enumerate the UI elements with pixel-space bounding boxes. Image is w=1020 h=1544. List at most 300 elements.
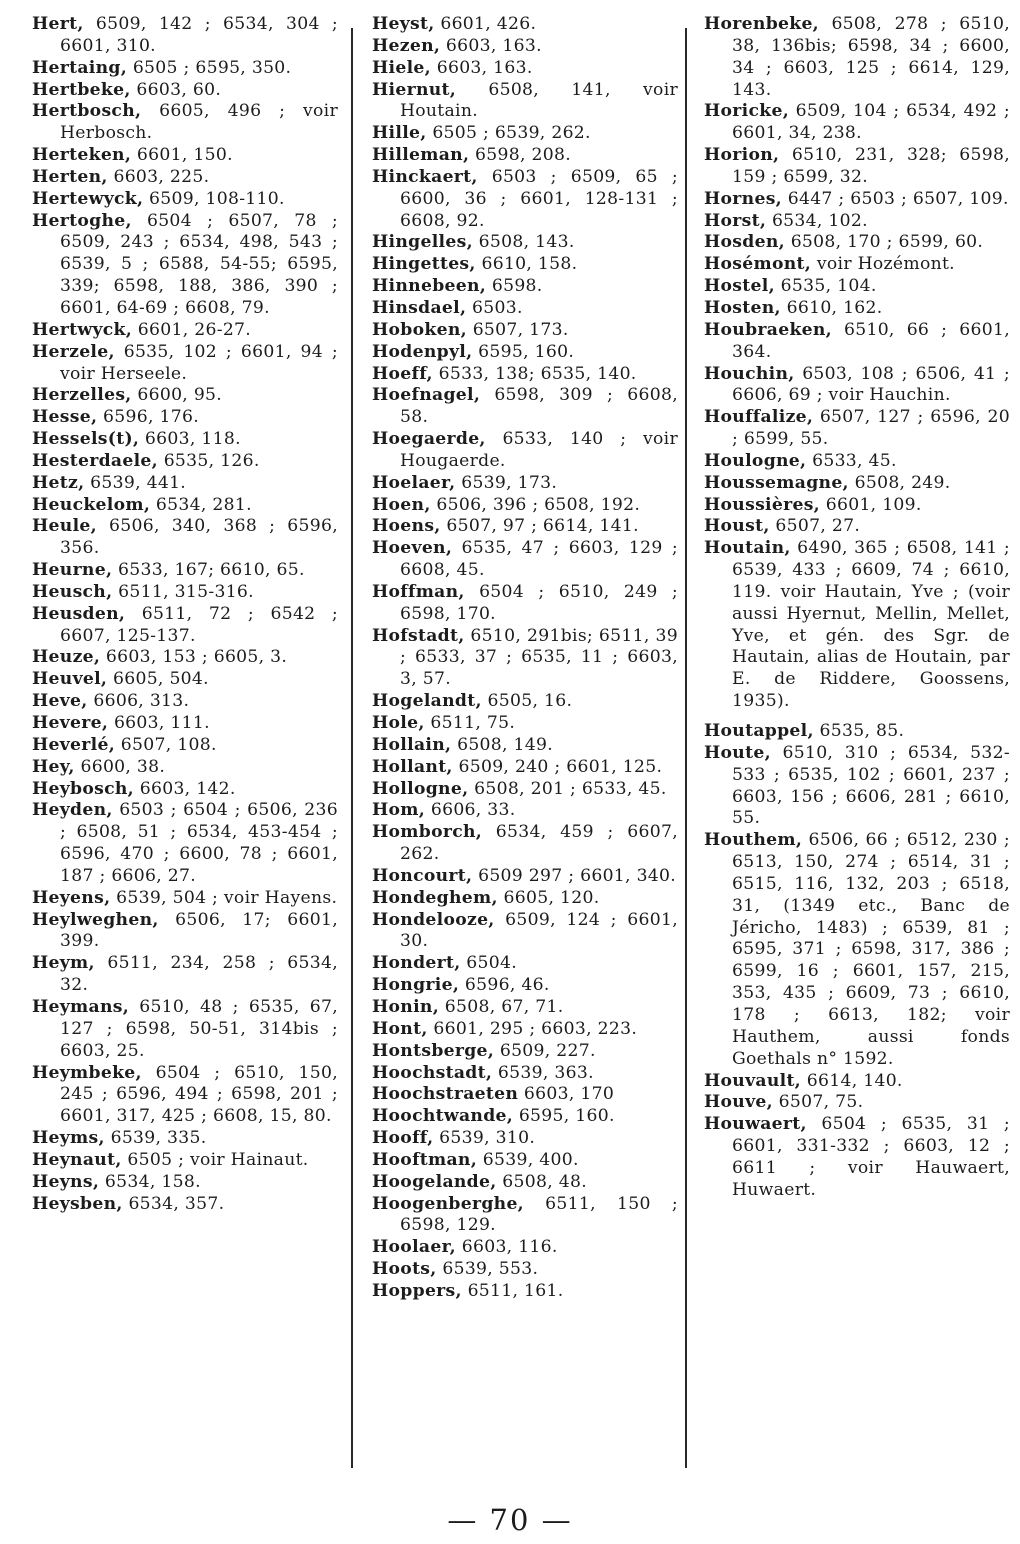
entry-refs: 6511, 150 ; 6598, 129. <box>400 1193 679 1236</box>
entry-refs: 6595, 160. <box>478 341 575 362</box>
index-entry <box>372 866 678 888</box>
index-entry <box>372 1172 678 1194</box>
entry-refs: 6534, 357. <box>128 1193 225 1214</box>
entry-refs: 6505 ; 6539, 262. <box>432 123 591 144</box>
entry-name: Houte, <box>704 742 771 763</box>
index-entry <box>372 1063 678 1085</box>
entry-name: Heusch, <box>32 581 113 602</box>
entry-name: Heymans, <box>32 996 130 1017</box>
entry-name: Heuvel, <box>32 669 108 690</box>
entry-name: Hert, <box>32 14 84 34</box>
entry-refs: 6603, 163. <box>436 57 533 78</box>
entry-refs: 6511, 75. <box>430 713 516 733</box>
entry-refs: 6596, 176. <box>103 407 199 428</box>
entry-name: Hollain, <box>372 734 452 755</box>
entry-name: Honcourt, <box>372 865 473 886</box>
entry-name: Heve, <box>32 691 88 712</box>
entry-name: Hogelandt, <box>372 691 482 712</box>
entry-refs: 6605, 504. <box>112 669 209 690</box>
entry-refs: 6539, 400. <box>482 1149 579 1170</box>
index-entry <box>372 1259 678 1281</box>
entry-name: Hoppers, <box>372 1280 462 1301</box>
index-entry <box>372 626 678 692</box>
entry-name: Hoegaerde, <box>372 429 486 450</box>
entry-name: Hertewyck, <box>32 188 144 209</box>
entry-name: Hoen, <box>372 494 431 515</box>
index-entry <box>704 516 1010 538</box>
index-entry <box>372 429 678 473</box>
entry-refs: 6598, 309 ; 6608, 58. <box>400 385 679 428</box>
entry-refs: 6508, 141, voir Houtain. <box>400 79 679 122</box>
entry-name: Hofstadt, <box>372 625 465 646</box>
index-entry <box>32 1128 338 1150</box>
entry-name: Heule, <box>32 516 97 537</box>
index-entry <box>372 232 678 254</box>
entry-name: Heyns, <box>32 1171 100 1192</box>
entry-refs: 6509, 124 ; 6601, 30. <box>400 909 679 952</box>
index-entry <box>32 342 338 386</box>
entry-name: Hinnebeen, <box>372 276 487 297</box>
index-entry <box>372 1194 678 1238</box>
index-entry <box>32 167 338 189</box>
index-entry <box>704 254 1010 276</box>
entry-name: Hoots, <box>372 1259 437 1280</box>
entry-refs: 6503, 108 ; 6506, 41 ; 6606, 69 ; voir Hauchin. <box>732 363 1010 406</box>
entry-name: Herteken, <box>32 145 132 166</box>
entry-name: Hertbosch, <box>32 101 142 122</box>
entry-refs: 6603, 163. <box>445 35 542 56</box>
index-entry <box>372 888 678 910</box>
entry-name: Hondert, <box>372 953 461 974</box>
entry-refs: 6605, 496 ; voir Herbosch. <box>60 101 338 144</box>
entry-name: Hont, <box>372 1018 428 1039</box>
entry-refs: 6539, 310. <box>439 1128 536 1149</box>
index-entry <box>704 495 1010 517</box>
entry-refs: 6508, 278 ; 6510, 38, 136bis; 6598, 34 ; 6600, 34 ; 6603, 125 ; 6614, 129, 143. <box>732 14 1010 100</box>
entry-name: Hoogelande, <box>372 1171 497 1192</box>
index-entry <box>704 473 1010 495</box>
entry-refs: 6533, 140 ; voir Hougaerde. <box>400 429 678 471</box>
index-entry <box>32 1063 338 1129</box>
entry-name: Hingelles, <box>372 232 473 253</box>
index-entry <box>704 451 1010 473</box>
entry-name: Heyst, <box>372 14 435 34</box>
entry-name: Hoens, <box>372 516 441 537</box>
index-entry <box>372 473 678 495</box>
entry-refs: 6508, 149. <box>457 734 554 755</box>
entry-refs: 6534, 459 ; 6607, 262. <box>400 822 679 865</box>
entry-refs: 6596, 46. <box>464 975 550 996</box>
entry-refs: 6539, 441. <box>90 472 187 493</box>
index-entry <box>32 473 338 495</box>
entry-name: Hingettes, <box>372 254 476 275</box>
entry-refs: 6507, 108. <box>120 734 217 755</box>
entry-refs: 6603, 60. <box>136 79 222 100</box>
entry-name: Houchin, <box>704 363 795 384</box>
index-entry <box>372 910 678 954</box>
entry-name: Hetz, <box>32 472 85 493</box>
entry-name: Houssemagne, <box>704 472 849 493</box>
index-entry <box>372 582 678 626</box>
entry-name: Hoeff, <box>372 363 433 384</box>
entry-name: Heybosch, <box>32 778 134 799</box>
entry-refs: 6539, 173. <box>461 472 558 493</box>
entry-name: Hoogenberghe, <box>372 1193 524 1214</box>
entry-name: Heurne, <box>32 560 113 581</box>
entry-refs: 6503 ; 6509, 65 ; 6600, 36 ; 6601, 128-131 ; 6608, 92. <box>400 166 678 231</box>
entry-refs: 6509 297 ; 6601, 340. <box>478 865 677 886</box>
index-entry <box>704 538 1010 713</box>
entry-name: Herzelles, <box>32 385 132 406</box>
index-entry <box>704 830 1010 1070</box>
entry-name: Hoochstadt, <box>372 1062 493 1083</box>
index-entry <box>32 320 338 342</box>
entry-name: Houthem, <box>704 830 803 851</box>
entry-refs: 6447 ; 6503 ; 6507, 109. <box>787 188 1009 209</box>
index-entry <box>372 1106 678 1128</box>
entry-refs: 6509, 227. <box>499 1040 596 1061</box>
index-entry <box>372 1281 678 1303</box>
entry-refs: 6511, 315-316. <box>118 581 254 602</box>
index-entry <box>372 1237 678 1259</box>
entry-refs: 6508, 67, 71. <box>444 996 564 1017</box>
entry-refs: 6535, 47 ; 6603, 129 ; 6608, 45. <box>400 538 678 581</box>
entry-name: Hodenpyl, <box>372 341 473 362</box>
entry-name: Hevere, <box>32 713 109 733</box>
entry-name: Horion, <box>704 145 780 166</box>
entry-name: Houssières, <box>704 494 820 515</box>
index-entry <box>704 320 1010 364</box>
entry-refs: 6598. <box>491 276 543 297</box>
page-number: — 70 — <box>447 1503 573 1537</box>
entry-name: Hoelaer, <box>372 472 456 493</box>
entry-name: Hoffman, <box>372 581 465 602</box>
index-entry <box>372 14 678 36</box>
entry-refs: 6509, 104 ; 6534, 492 ; 6601, 34, 238. <box>732 101 1010 144</box>
index-entry <box>372 1084 678 1106</box>
index-entry <box>704 145 1010 189</box>
entry-refs: 6539, 553. <box>442 1259 539 1280</box>
index-entry <box>32 888 338 910</box>
entry-name: Hoolaer, <box>372 1237 456 1258</box>
entry-name: Hezen, <box>372 35 441 56</box>
entry-refs: 6507, 127 ; 6596, 20 ; 6599, 55. <box>732 407 1011 450</box>
entry-refs: 6595, 160. <box>518 1106 615 1127</box>
entry-name: Hertbeke, <box>32 79 131 100</box>
index-entry <box>32 145 338 167</box>
entry-name: Hollant, <box>372 756 453 777</box>
column-divider <box>351 28 353 1468</box>
index-entry <box>372 1041 678 1063</box>
entry-name: Hom, <box>372 800 426 821</box>
entry-name: Hondeghem, <box>372 887 498 908</box>
entry-refs: 6511, 234, 258 ; 6534, 32. <box>60 953 338 996</box>
index-entry <box>32 1150 338 1172</box>
entry-name: Herzele, <box>32 341 115 362</box>
entry-refs: 6510, 291bis; 6511, 39 ; 6533, 37 ; 6535, 11 ; 6603, 3, 57. <box>400 625 679 690</box>
entry-refs: 6509, 108-110. <box>149 188 285 209</box>
index-entry <box>704 364 1010 408</box>
entry-name: Heyden, <box>32 800 113 821</box>
entry-name: Hey, <box>32 756 75 777</box>
entry-name: Hertwyck, <box>32 319 133 340</box>
entry-refs: 6535, 126. <box>163 450 260 471</box>
index-entry <box>704 1092 1010 1114</box>
entry-refs: 6510, 310 ; 6534, 532-533 ; 6535, 102 ; 6601, 237 ; 6603, 156 ; 6606, 281 ; 6610, 55. <box>732 742 1010 829</box>
entry-name: Houst, <box>704 516 770 537</box>
entry-refs: 6539, 335. <box>110 1128 207 1149</box>
entry-refs: 6534, 158. <box>104 1171 201 1192</box>
entry-refs: 6535, 102 ; 6601, 94 ; voir Herseele. <box>60 341 339 384</box>
entry-refs: 6504 ; 6510, 150, 245 ; 6596, 494 ; 6598, 201 ; 6601, 317, 425 ; 6608, 15, 80. <box>60 1062 339 1127</box>
index-entry <box>32 997 338 1063</box>
index-entry <box>372 800 678 822</box>
entry-name: Heymbeke, <box>32 1062 142 1083</box>
index-entry <box>372 58 678 80</box>
entry-refs: 6508, 201 ; 6533, 45. <box>474 778 667 799</box>
index-entry <box>704 211 1010 233</box>
entry-refs: 6539, 363. <box>497 1062 594 1083</box>
entry-refs: 6533, 138; 6535, 140. <box>438 363 637 384</box>
entry-refs: 6601, 109. <box>825 494 922 515</box>
entry-name: Hesterdaele, <box>32 450 158 471</box>
entry-name: Hoochtwande, <box>372 1106 514 1127</box>
index-entry <box>704 276 1010 298</box>
entry-refs: 6508, 249. <box>854 472 951 493</box>
entry-refs: 6505 ; voir Hainaut. <box>127 1149 309 1170</box>
entry-refs: 6504. <box>466 953 518 974</box>
entry-name: Honin, <box>372 996 440 1017</box>
entry-name: Heylweghen, <box>32 909 159 930</box>
entry-refs: 6506, 17; 6601, 399. <box>60 909 339 952</box>
index-entry <box>372 1019 678 1041</box>
entry-refs: 6504 ; 6507, 78 ; 6509, 243 ; 6534, 498, 543 ; 6539, 5 ; 6588, 54-55; 6595, 339; 6598, 188, 386, 390 ; 6601, 64-69 ; 6608, 79. <box>60 210 338 318</box>
entry-refs: 6506, 396 ; 6508, 192. <box>436 494 641 515</box>
index-entry <box>372 276 678 298</box>
entry-refs: 6490, 365 ; 6508, 141 ; 6539, 433 ; 6609, 74 ; 6610, 119. voir Hautain, Yve ; (voir aussi Hyernut, Mellin, Mellet, Yve, et gén. des Sgr. de Hautain, alias de Houtain, par E. de Riddere, Goossens, 1935). <box>732 538 1010 712</box>
entry-refs: 6610, 158. <box>481 254 578 275</box>
index-entry <box>372 320 678 342</box>
entry-refs: 6534, 281. <box>155 494 252 515</box>
entry-name: Hosden, <box>704 232 785 253</box>
index-entry <box>32 58 338 80</box>
index-entry <box>32 757 338 779</box>
entry-name: Hole, <box>372 713 425 733</box>
entry-name: Hertoghe, <box>32 210 132 231</box>
entry-name: Hornes, <box>704 188 782 209</box>
entry-refs: 6508, 143. <box>478 232 575 253</box>
index-entry <box>704 14 1010 101</box>
entry-name: Hessels(t), <box>32 429 140 450</box>
index-entry <box>32 560 338 582</box>
entry-refs: 6507, 173. <box>472 319 569 340</box>
entry-refs: 6505 ; 6595, 350. <box>132 57 292 78</box>
index-entry <box>32 910 338 954</box>
index-entry <box>372 822 678 866</box>
index-entry <box>372 1128 678 1150</box>
entry-name: Hooff, <box>372 1128 434 1149</box>
entry-name: Hertaing, <box>32 57 128 78</box>
index-entry <box>704 743 1010 830</box>
index-entry <box>372 997 678 1019</box>
entry-refs: 6605, 120. <box>503 887 600 908</box>
index-entry <box>32 1172 338 1194</box>
entry-name: Houbraeken, <box>704 319 832 340</box>
index-entry <box>32 189 338 211</box>
entry-refs: 6510, 66 ; 6601, 364. <box>732 319 1010 362</box>
entry-name: Hoefnagel, <box>372 385 481 406</box>
entry-refs: 6503 ; 6504 ; 6506, 236 ; 6508, 51 ; 6534, 453-454 ; 6596, 470 ; 6600, 78 ; 6601, 187 ; 6606, 27. <box>60 800 339 886</box>
index-entry <box>32 80 338 102</box>
entry-refs: 6507, 75. <box>778 1092 864 1113</box>
entry-refs: 6600, 38. <box>80 756 166 777</box>
entry-name: Hontsberge, <box>372 1040 495 1061</box>
index-column-1 <box>32 14 338 1215</box>
entry-name: Heyms, <box>32 1128 105 1149</box>
entry-refs: 6603, 170 <box>523 1084 615 1105</box>
index-entry <box>372 123 678 145</box>
index-entry <box>32 101 338 145</box>
index-column-3 <box>704 14 1010 1202</box>
entry-name: Hollogne, <box>372 778 469 799</box>
entry-refs: 6509, 240 ; 6601, 125. <box>458 756 663 777</box>
index-entry <box>32 14 338 58</box>
index-entry <box>704 1114 1010 1201</box>
entry-name: Heym, <box>32 953 95 974</box>
index-entry <box>372 167 678 233</box>
entry-refs: 6535, 85. <box>819 721 905 741</box>
index-entry <box>32 451 338 473</box>
entry-refs: 6505, 16. <box>487 691 573 712</box>
index-entry <box>32 211 338 320</box>
index-entry <box>704 189 1010 211</box>
entry-name: Hille, <box>372 123 427 144</box>
entry-name: Horenbeke, <box>704 14 819 34</box>
entry-name: Heyens, <box>32 887 111 908</box>
index-entry <box>372 1150 678 1172</box>
index-entry <box>372 145 678 167</box>
index-entry <box>32 713 338 735</box>
index-entry <box>32 800 338 887</box>
entry-refs: 6509, 142 ; 6534, 304 ; 6601, 310. <box>60 14 339 56</box>
index-entry <box>372 713 678 735</box>
index-entry <box>372 735 678 757</box>
index-entry <box>372 254 678 276</box>
entry-refs: 6511, 72 ; 6542 ; 6607, 125-137. <box>60 603 339 646</box>
entry-name: Hosten, <box>704 297 781 318</box>
entry-name: Hilleman, <box>372 145 470 166</box>
index-entry <box>704 232 1010 254</box>
entry-name: Hooftman, <box>372 1149 478 1170</box>
index-entry <box>704 101 1010 145</box>
entry-name: Hoboken, <box>372 319 467 340</box>
entry-name: Hoeven, <box>372 538 453 559</box>
entry-refs: 6504 ; 6510, 249 ; 6598, 170. <box>400 581 678 624</box>
entry-name: Houwaert, <box>704 1114 807 1135</box>
entry-refs: 6507, 27. <box>775 516 861 537</box>
index-entry <box>372 779 678 801</box>
index-entry <box>32 582 338 604</box>
index-entry <box>32 429 338 451</box>
entry-refs: 6601, 295 ; 6603, 223. <box>433 1018 638 1039</box>
entry-refs: 6510, 231, 328; 6598, 159 ; 6599, 32. <box>732 145 1010 187</box>
entry-refs: 6507, 97 ; 6614, 141. <box>446 516 639 537</box>
entry-refs: 6508, 48. <box>502 1171 587 1192</box>
entry-refs: voir Hozémont. <box>816 254 955 275</box>
entry-refs: 6539, 504 ; voir Hayens. <box>116 887 338 908</box>
entry-refs: 6606, 33. <box>430 800 516 821</box>
index-entry <box>32 779 338 801</box>
index-column-2 <box>372 14 678 1303</box>
index-entry <box>372 342 678 364</box>
index-entry <box>32 604 338 648</box>
entry-name: Heysben, <box>32 1193 123 1214</box>
index-entry <box>32 385 338 407</box>
entry-refs: 6603, 116. <box>461 1237 558 1258</box>
entry-name: Heverlé, <box>32 734 115 755</box>
entry-refs: 6610, 162. <box>786 297 883 318</box>
entry-name: Hinsdael, <box>372 297 467 318</box>
entry-name: Heynaut, <box>32 1149 122 1170</box>
index-entry <box>372 80 678 124</box>
entry-refs: 6598, 208. <box>475 145 571 166</box>
entry-refs: 6603, 118. <box>144 429 241 450</box>
entry-name: Hesse, <box>32 407 98 428</box>
index-entry <box>372 495 678 517</box>
entry-name: Horicke, <box>704 101 789 122</box>
index-entry <box>32 647 338 669</box>
index-entry <box>372 364 678 386</box>
entry-refs: 6603, 111. <box>113 713 210 733</box>
entry-refs: 6601, 150. <box>136 145 233 166</box>
entry-refs: 6601, 26-27. <box>137 319 252 340</box>
entry-name: Hosémont, <box>704 254 812 275</box>
entry-refs: 6600, 95. <box>137 385 223 406</box>
entry-name: Herten, <box>32 166 108 187</box>
index-entry <box>32 735 338 757</box>
entry-name: Houlogne, <box>704 450 807 471</box>
index-entry <box>32 1194 338 1216</box>
entry-refs: 6606, 313. <box>93 691 190 712</box>
entry-name: Houffalize, <box>704 407 814 428</box>
index-entry <box>372 36 678 58</box>
entry-name: Hostel, <box>704 276 775 297</box>
entry-name: Houvault, <box>704 1070 801 1091</box>
entry-name: Houtappel, <box>704 721 814 741</box>
entry-refs: 6511, 161. <box>467 1280 564 1301</box>
entry-name: Horst, <box>704 210 767 231</box>
index-entry <box>372 975 678 997</box>
index-entry <box>32 407 338 429</box>
index-entry <box>372 298 678 320</box>
entry-name: Heuckelom, <box>32 494 151 515</box>
index-entry <box>704 721 1010 743</box>
entry-refs: 6503. <box>472 297 523 318</box>
index-entry <box>32 669 338 691</box>
index-entry <box>372 385 678 429</box>
index-entry <box>372 538 678 582</box>
entry-refs: 6533, 45. <box>812 450 897 471</box>
index-entry <box>372 516 678 538</box>
entry-refs: 6534, 102. <box>771 210 868 231</box>
entry-name: Hiernut, <box>372 79 457 100</box>
entry-refs: 6601, 426. <box>440 14 537 34</box>
index-entry <box>372 953 678 975</box>
index-entry <box>32 516 338 560</box>
entry-name: Houve, <box>704 1092 773 1113</box>
entry-name: Hiele, <box>372 57 431 78</box>
entry-name: Hongrie, <box>372 975 460 996</box>
